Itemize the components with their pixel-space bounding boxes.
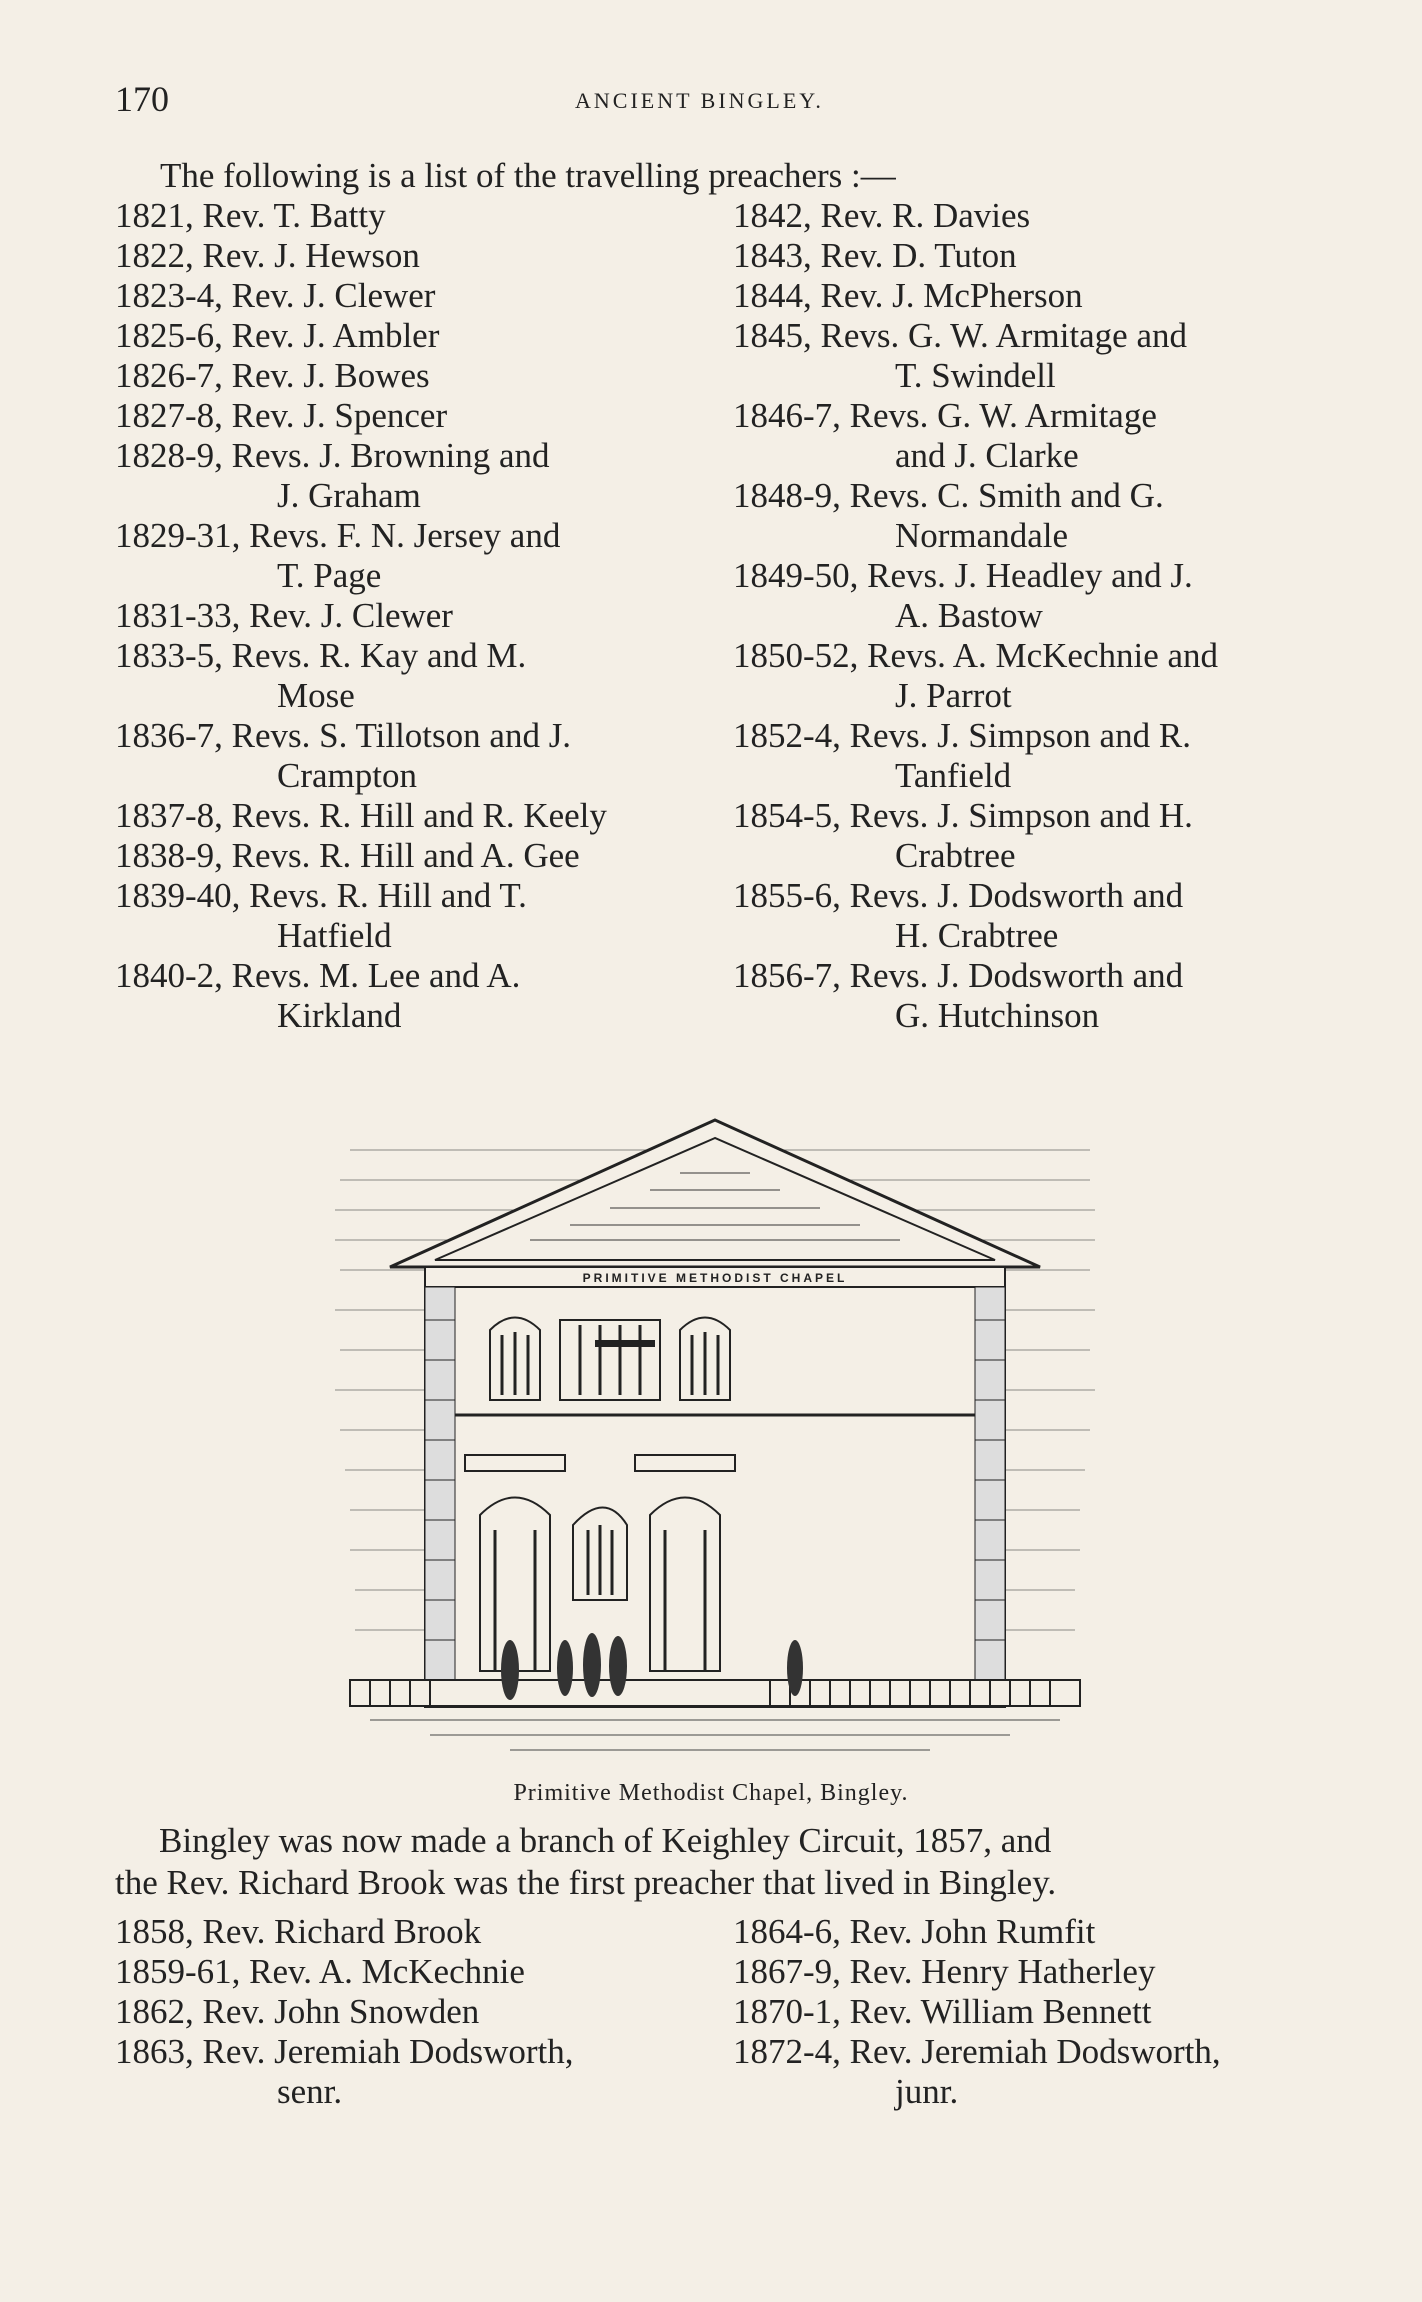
entry-year: 1829-31, — [115, 516, 241, 555]
list-item — [733, 716, 1333, 796]
entry-continuation: J. Graham — [277, 476, 421, 515]
entry-continuation: Tanfield — [895, 756, 1012, 795]
list-item — [115, 316, 715, 356]
entry-year: 1833-5, — [115, 636, 223, 675]
entry-text: Rev. Jeremiah Dodsworth, — [849, 2032, 1221, 2071]
entry-continuation: J. Parrot — [895, 676, 1012, 715]
entry-continuation: Crabtree — [895, 836, 1016, 875]
list-item — [115, 716, 715, 796]
list-item — [733, 2032, 1333, 2112]
entry-text: Revs. S. Tillotson and J. — [231, 716, 572, 755]
list-item — [733, 556, 1333, 636]
entry-year: 1850-52, — [733, 636, 859, 675]
page-header — [115, 78, 1315, 118]
list-item — [733, 796, 1333, 876]
entry-text: Revs. J. Dodsworth and — [849, 876, 1184, 915]
entry-text: Revs. J. Simpson and R. — [849, 716, 1191, 755]
list-item — [115, 516, 715, 596]
entry-year: 1846-7, — [733, 396, 841, 435]
list-item — [115, 1952, 715, 1992]
entry-year: 1823-4, — [115, 276, 223, 315]
entry-text: Rev. John Snowden — [202, 1992, 480, 2031]
entry-year: 1859-61, — [115, 1952, 241, 1991]
list-item — [733, 316, 1333, 396]
entry-year: 1863, — [115, 2032, 194, 2071]
entry-continuation: Hatfield — [277, 916, 392, 955]
list-item — [115, 396, 715, 436]
list-item — [733, 196, 1333, 236]
ministers-list-right — [733, 1912, 1333, 2112]
entry-year: 1858, — [115, 1912, 194, 1951]
entry-year: 1848-9, — [733, 476, 841, 515]
entry-year: 1822, — [115, 236, 194, 275]
entry-text: Rev. J. Spencer — [231, 396, 448, 435]
entry-text: Revs. F. N. Jersey and — [249, 516, 561, 555]
entry-text: Revs. A. McKechnie and — [867, 636, 1219, 675]
entry-text: Revs. J. Browning and — [231, 436, 550, 475]
entry-text: Revs. R. Kay and M. — [231, 636, 527, 675]
entry-text: Rev. J. Ambler — [231, 316, 440, 355]
entry-text: Revs. J. Headley and J. — [867, 556, 1193, 595]
entry-text: Rev. John Rumfit — [849, 1912, 1096, 1951]
entry-text: Revs. J. Dodsworth and — [849, 956, 1184, 995]
entry-text: Rev. T. Batty — [202, 196, 386, 235]
chapel-illustration — [330, 1070, 1100, 1770]
list-item — [115, 276, 715, 316]
entry-text: Rev. A. McKechnie — [249, 1952, 525, 1991]
list-item — [115, 436, 715, 516]
list-item — [115, 596, 715, 636]
entry-text: Revs. R. Hill and R. Keely — [231, 796, 607, 835]
list-item — [115, 636, 715, 716]
figure-caption: Primitive Methodist Chapel, Bingley. — [513, 1780, 909, 1806]
entry-text: Rev. Henry Hatherley — [849, 1952, 1156, 1991]
entry-text: Rev. J. Hewson — [202, 236, 420, 275]
entry-year: 1838-9, — [115, 836, 223, 875]
list-item — [733, 1992, 1333, 2032]
running-head: ANCIENT BINGLEY. — [575, 88, 824, 113]
entry-text: Revs. J. Simpson and H. — [849, 796, 1193, 835]
entry-year: 1826-7, — [115, 356, 223, 395]
entry-year: 1849-50, — [733, 556, 859, 595]
entry-continuation: Kirkland — [277, 996, 402, 1035]
entry-text: Revs. G. W. Armitage and — [820, 316, 1187, 355]
circuit-paragraph — [115, 1820, 1320, 1904]
entry-continuation: senr. — [277, 2072, 343, 2111]
list-item — [733, 476, 1333, 556]
entry-continuation: T. Page — [277, 556, 382, 595]
entry-continuation: A. Bastow — [895, 596, 1043, 635]
entry-year: 1845, — [733, 316, 812, 355]
list-item — [115, 836, 715, 876]
entry-text: Revs. R. Hill and A. Gee — [231, 836, 580, 875]
entry-year: 1837-8, — [115, 796, 223, 835]
entry-continuation: H. Crabtree — [895, 916, 1059, 955]
entry-continuation: and J. Clarke — [895, 436, 1079, 475]
entry-year: 1855-6, — [733, 876, 841, 915]
entry-continuation: T. Swindell — [895, 356, 1056, 395]
entry-text: Rev. J. Bowes — [231, 356, 430, 395]
entry-year: 1854-5, — [733, 796, 841, 835]
entry-year: 1828-9, — [115, 436, 223, 475]
entry-continuation: Normandale — [895, 516, 1068, 555]
entry-continuation: junr. — [895, 2072, 959, 2111]
entry-year: 1870-1, — [733, 1992, 841, 2031]
entry-text: Rev. J. Clewer — [231, 276, 436, 315]
list-item — [115, 796, 715, 836]
list-item — [733, 396, 1333, 476]
list-item — [733, 1912, 1333, 1952]
list-item — [115, 1912, 715, 1952]
list-item — [733, 276, 1333, 316]
entry-year: 1843, — [733, 236, 812, 275]
entry-year: 1867-9, — [733, 1952, 841, 1991]
paragraph-line-1: Bingley was now made a branch of Keighley Circuit, 1857, and — [159, 1821, 1052, 1860]
entry-year: 1839-40, — [115, 876, 241, 915]
entry-text: Rev. William Bennett — [849, 1992, 1152, 2031]
list-item — [733, 236, 1333, 276]
entry-text: Rev. Richard Brook — [202, 1912, 482, 1951]
ministers-list-left — [115, 1912, 715, 2112]
entry-year: 1842, — [733, 196, 812, 235]
entry-year: 1872-4, — [733, 2032, 841, 2071]
entry-year: 1836-7, — [115, 716, 223, 755]
entry-year: 1862, — [115, 1992, 194, 2031]
entry-text: Rev. D. Tuton — [820, 236, 1017, 275]
preachers-list-right — [733, 196, 1333, 1036]
paragraph-line-2: the Rev. Richard Brook was the first preacher that lived in Bingley. — [115, 1863, 1057, 1902]
page-number: 170 — [115, 79, 169, 119]
list-item — [115, 196, 715, 236]
list-item — [733, 876, 1333, 956]
entry-text: Rev. J. Clewer — [249, 596, 453, 635]
pediment-inscription: PRIMITIVE METHODIST CHAPEL — [582, 1271, 848, 1285]
entry-year: 1827-8, — [115, 396, 223, 435]
entry-text: Revs. G. W. Armitage — [849, 396, 1157, 435]
entry-year: 1825-6, — [115, 316, 223, 355]
list-item — [733, 636, 1333, 716]
entry-continuation: G. Hutchinson — [895, 996, 1100, 1035]
entry-text: Revs. R. Hill and T. — [249, 876, 527, 915]
entry-year: 1844, — [733, 276, 812, 315]
entry-year: 1852-4, — [733, 716, 841, 755]
entry-text: Revs. M. Lee and A. — [231, 956, 521, 995]
entry-continuation: Mose — [277, 676, 355, 715]
list-item — [733, 1952, 1333, 1992]
entry-continuation: Crampton — [277, 756, 417, 795]
list-item — [115, 236, 715, 276]
list-item — [115, 956, 715, 1036]
entry-text: Rev. Jeremiah Dodsworth, — [202, 2032, 574, 2071]
entry-text: Revs. C. Smith and G. — [849, 476, 1164, 515]
list-item — [115, 876, 715, 956]
chapel-engraving — [330, 1070, 1100, 1770]
entry-year: 1821, — [115, 196, 194, 235]
entry-year: 1856-7, — [733, 956, 841, 995]
entry-year: 1864-6, — [733, 1912, 841, 1951]
list-item — [733, 956, 1333, 1036]
entry-year: 1840-2, — [115, 956, 223, 995]
preachers-list-left — [115, 196, 715, 1036]
list-item — [115, 1992, 715, 2032]
list-item — [115, 2032, 715, 2112]
list-intro: The following is a list of the travelling preachers :— — [160, 156, 896, 195]
entry-text: Rev. R. Davies — [820, 196, 1031, 235]
entry-text: Rev. J. McPherson — [820, 276, 1083, 315]
entry-year: 1831-33, — [115, 596, 241, 635]
list-item — [115, 356, 715, 396]
